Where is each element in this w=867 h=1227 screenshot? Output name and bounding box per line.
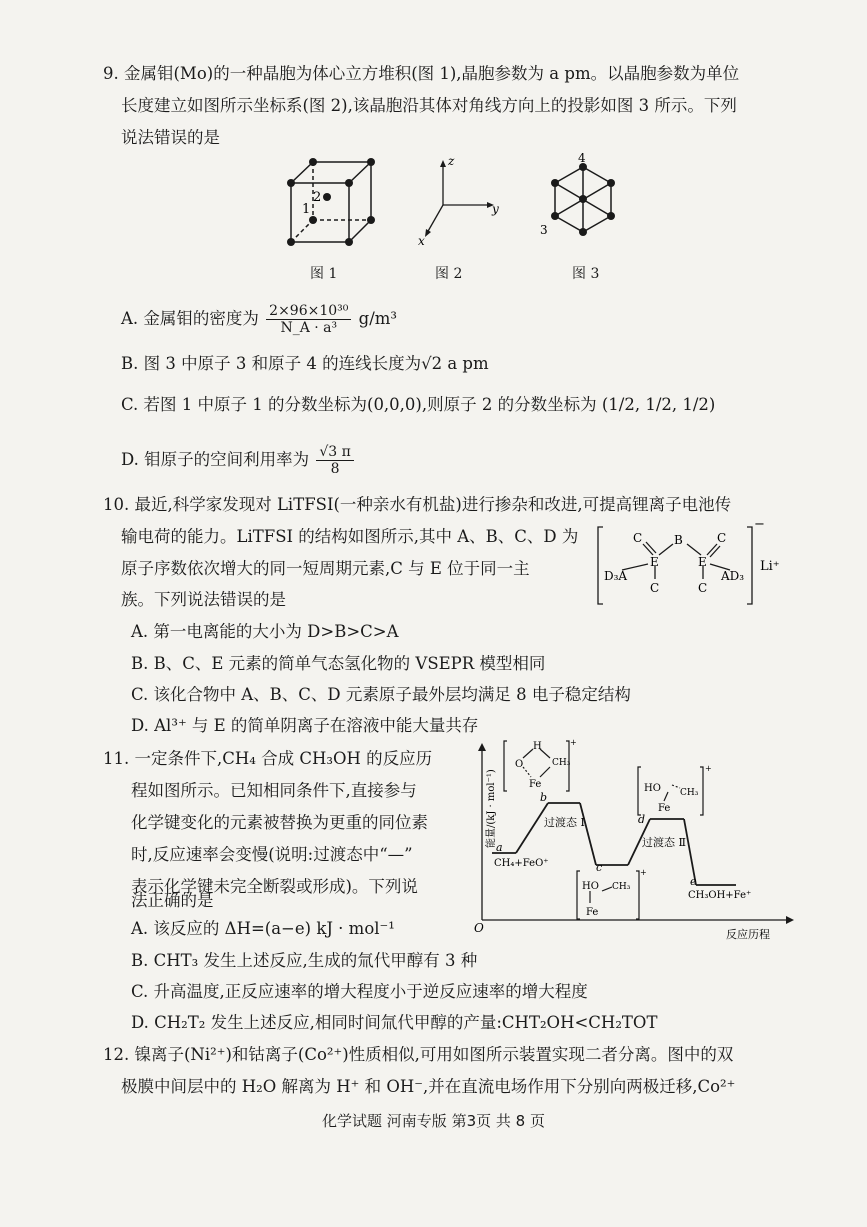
struct-c-top-right: C [717, 531, 727, 545]
coordinate-axes-figure [410, 150, 510, 250]
struct-e-left: E [650, 555, 659, 569]
q9-option-d-prefix: D. 钼原子的空间利用率为 [121, 450, 310, 469]
packing-denominator: 8 [330, 461, 340, 477]
svg-text:O: O [515, 759, 524, 770]
struct-d3a: D₃A [604, 569, 628, 583]
q10-line3: 原子序数依次增大的同一短周期元素,C 与 E 位于同一主 [121, 559, 530, 578]
product-label: CH₃OH+Fe⁺ [688, 890, 752, 901]
fig3-label-4: 4 [578, 151, 586, 165]
q11-line3: 化学键变化的元素被替换为更重的同位素 [131, 813, 428, 832]
struct-e-right: E [698, 555, 707, 569]
fig2-y-label: y [492, 202, 499, 216]
svg-text:H: H [533, 741, 542, 752]
fig3-caption: 图 3 [572, 266, 600, 282]
fig2-z-label: z [448, 154, 455, 168]
svg-text:Fe: Fe [658, 803, 671, 814]
q10-line1: 10. 最近,科学家发现对 LiTFSI(一种亲水有机盐)进行掺杂和改进,可提高锂离子电池传 [103, 495, 732, 514]
energy-profile-chart [468, 735, 798, 940]
svg-text:CH₃: CH₃ [552, 758, 571, 768]
point-d-label: d [638, 813, 646, 826]
q9-line2: 长度建立如图所示坐标系(图 2),该晶胞沿其体对角线方向上的投影如图 3 所示。下列 [121, 96, 737, 115]
svg-text:+: + [570, 738, 577, 747]
q10-line2: 输电荷的能力。LiTFSI 的结构如图所示,其中 A、B、C、D 为 [121, 527, 579, 546]
q11-line6: 法正确的是 [131, 891, 214, 910]
fig1-label-1: 1 [302, 202, 311, 217]
point-b-label: b [540, 791, 548, 804]
svg-text:+: + [640, 868, 647, 877]
origin-label: O [474, 921, 484, 935]
svg-text:Fe: Fe [529, 779, 542, 790]
q10-line4: 族。下列说法错误的是 [121, 590, 286, 609]
struct-c-bottom-left: C [650, 581, 660, 595]
svg-text:CH₃: CH₃ [612, 882, 631, 892]
fig3-label-3: 3 [540, 223, 548, 237]
q9-option-a-prefix: A. 金属钼的密度为 [121, 309, 259, 328]
q9-option-c-prefix: C. 若图 1 中原子 1 的分数坐标为(0,0,0),则原子 2 的分数坐标为 [121, 395, 597, 414]
q11-option-b: B. CHT₃ 发生上述反应,生成的氚代甲醇有 3 种 [131, 951, 478, 970]
x-axis-label: 反应历程 [726, 928, 770, 940]
fig1-label-2: 2 [313, 190, 322, 205]
q10-option-d: D. Al³⁺ 与 E 的简单阴离子在溶液中能大量共存 [131, 716, 479, 735]
fall-to-c [580, 803, 596, 865]
q12-line1: 12. 镍离子(Ni²⁺)和钴离子(Co²⁺)性质相似,可用如图所示装置实现二者分离。图中的双 [103, 1045, 734, 1064]
bcc-cube-figure [280, 150, 380, 260]
q11-option-d: D. CH₂T₂ 发生上述反应,相同时间氚代甲醇的产量:CHT₂OH<CH₂TOT [131, 1013, 658, 1032]
q11-option-c: C. 升高温度,正反应速率的增大程度小于逆反应速率的增大程度 [131, 982, 588, 1001]
density-fraction [266, 303, 351, 336]
fig2-x-label: x [418, 234, 425, 248]
packing-fraction [316, 444, 353, 477]
svg-text:HO: HO [582, 881, 599, 892]
ts2-label: 过渡态 Ⅱ [642, 836, 686, 849]
point-e-label: e [690, 875, 697, 888]
q9-option-c-coord: (1/2, 1/2, 1/2) [601, 395, 716, 414]
projection-hexagon-figure [530, 150, 630, 250]
q9-option-c [121, 394, 715, 416]
ts1-label: 过渡态 Ⅰ [544, 816, 585, 829]
struct-ad3: AD₃ [721, 569, 745, 583]
fig1-caption: 图 1 [310, 266, 338, 282]
q11-line1: 11. 一定条件下,CH₄ 合成 CH₃OH 的反应历 [103, 749, 433, 768]
struct-c-top-left: C [633, 531, 643, 545]
struct-b: B [674, 533, 683, 547]
struct-c-bottom-right: C [698, 581, 708, 595]
q11-line2: 程如图所示。已知相同条件下,直接参与 [131, 781, 417, 800]
q11-option-a: A. 该反应的 ΔH=(a−e) kJ · mol⁻¹ [131, 919, 395, 938]
density-unit: g/m³ [358, 309, 398, 328]
q12-line2: 极膜中间层中的 H₂O 解离为 H⁺ 和 OH⁻,并在直流电场作用下分别向两极迁移,Co²⁺ [121, 1077, 736, 1096]
q11-line4: 时,反应速率会变慢(说明:过渡态中“—” [131, 845, 413, 864]
y-axis-label: 能量/(kJ · mol⁻¹) [486, 769, 497, 848]
svg-text:+: + [705, 764, 712, 773]
fig2-caption: 图 2 [435, 266, 463, 282]
density-numerator: 2×96×10³⁰ [266, 303, 351, 320]
packing-numerator: √3 π [316, 444, 353, 461]
density-denominator: N_A · a³ [280, 320, 338, 336]
page-footer: 化学试题 河南专版 第3页 共 8 页 [322, 1112, 545, 1130]
q9-option-b: B. 图 3 中原子 3 和原子 4 的连线长度为√2 a pm [121, 354, 489, 373]
svg-text:HO: HO [644, 783, 661, 794]
point-a-label: a [496, 841, 503, 854]
q10-option-c: C. 该化合物中 A、B、C、D 元素原子最外层均满足 8 电子稳定结构 [131, 685, 631, 704]
q9-line3: 说法错误的是 [121, 128, 220, 147]
q9-option-a [121, 303, 397, 336]
struct-li: Li⁺ [760, 559, 780, 574]
q9-option-d [121, 444, 356, 477]
svg-text:CH₃: CH₃ [680, 788, 699, 798]
struct-charge: − [754, 522, 765, 532]
q9-line1: 9. 金属钼(Mo)的一种晶胞为体心立方堆积(图 1),晶胞参数为 a pm。以晶胞参数为单位 [103, 64, 740, 83]
q11-line5: 表示化学键未完全断裂或形成)。下列说 [131, 877, 418, 896]
q10-option-b: B. B、C、E 元素的简单气态氢化物的 VSEPR 模型相同 [131, 654, 546, 673]
litfsi-structure [595, 522, 795, 612]
q10-option-a: A. 第一电离能的大小为 D>B>C>A [131, 622, 399, 641]
point-c-label: c [596, 861, 603, 874]
svg-text:Fe: Fe [586, 907, 599, 918]
reactant-label: CH₄+FeO⁺ [494, 858, 549, 869]
